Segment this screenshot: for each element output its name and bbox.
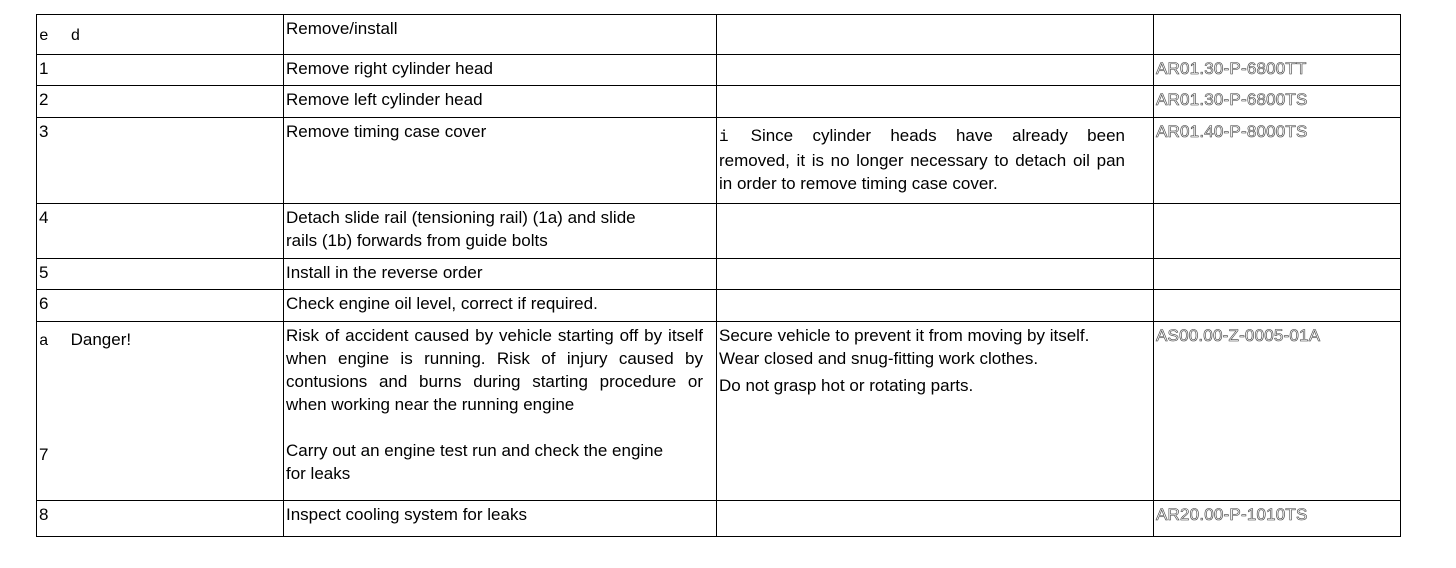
- table-row: [37, 55, 1401, 86]
- reference-code[interactable]: AS00.00-Z-0005-01A: [1156, 326, 1321, 345]
- danger-label: [39, 328, 280, 353]
- header-title-cell: [284, 15, 717, 55]
- empty-cell: [717, 501, 1154, 537]
- danger-measure: Do not grasp hot or rotating parts.: [719, 376, 974, 395]
- step-number: 4: [37, 204, 284, 259]
- step-number: 3: [37, 118, 284, 204]
- table-row: [37, 86, 1401, 118]
- step-text: Install in the reverse order: [284, 259, 717, 290]
- table-row: [37, 259, 1401, 290]
- info-icon: i: [719, 128, 729, 146]
- step-number: 7: [39, 445, 49, 464]
- empty-cell: [717, 86, 1154, 118]
- reference-link[interactable]: [1154, 118, 1401, 204]
- note-cell: [717, 118, 1154, 204]
- reference-code[interactable]: AR01.40-P-8000TS: [1156, 122, 1308, 141]
- empty-cell: [1154, 290, 1401, 322]
- procedure-table: [36, 14, 1401, 537]
- warning-icon: a: [39, 332, 49, 350]
- reference-code[interactable]: AR01.30-P-6800TS: [1156, 90, 1308, 109]
- empty-cell: [717, 290, 1154, 322]
- step-text: Remove right cylinder head: [284, 55, 717, 86]
- step-number: 5: [37, 259, 284, 290]
- reference-link[interactable]: [1154, 86, 1401, 118]
- header-cell: [37, 15, 284, 55]
- header-symbol-e: e: [39, 27, 49, 45]
- step-number: 8: [37, 501, 284, 537]
- reference-link[interactable]: [1154, 55, 1401, 86]
- reference-code[interactable]: AR01.30-P-6800TT: [1156, 59, 1307, 78]
- danger-measures-cell: [717, 322, 1154, 501]
- table-row: [37, 118, 1401, 204]
- empty-cell: [717, 55, 1154, 86]
- header-title: Remove/install: [286, 19, 398, 38]
- danger-risk-text: Risk of accident caused by vehicle starting off by itself when engine is running. Risk of injury caused by contusions and burns during starting procedure or when working near the running engine: [286, 326, 703, 414]
- empty-cell: [717, 15, 1154, 55]
- step-text: Carry out an engine test run and check the engine for leaks: [286, 441, 664, 483]
- info-note-text: Since cylinder heads have already been removed, it is no longer necessary to detach oil pan in order to remove timing case cover.: [719, 126, 1125, 193]
- table-row: [37, 204, 1401, 259]
- header-symbol-d: d: [70, 27, 81, 45]
- step-text: Detach slide rail (tensioning rail) (1a) and slide rails (1b) forwards from guide bolts: [284, 204, 717, 259]
- empty-cell: [717, 204, 1154, 259]
- step-text: Remove left cylinder head: [284, 86, 717, 118]
- step-number: 2: [37, 86, 284, 118]
- empty-cell: [1154, 204, 1401, 259]
- danger-risk-cell: [284, 322, 717, 501]
- step-number: 1: [37, 55, 284, 86]
- danger-measure: Wear closed and snug-fitting work clothes.: [719, 349, 1039, 368]
- danger-row: [37, 322, 1401, 501]
- table-row: [37, 290, 1401, 322]
- danger-label-cell: [37, 322, 284, 501]
- step-number: 6: [37, 290, 284, 322]
- table-row: [37, 501, 1401, 537]
- step-text: Remove timing case cover: [284, 118, 717, 204]
- danger-measure: Secure vehicle to prevent it from moving by itself.: [719, 326, 1090, 345]
- table-header-row: [37, 15, 1401, 55]
- reference-link[interactable]: [1154, 322, 1401, 501]
- reference-code[interactable]: AR20.00-P-1010TS: [1156, 505, 1308, 524]
- reference-link[interactable]: [1154, 501, 1401, 537]
- step-text: Check engine oil level, correct if required.: [284, 290, 717, 322]
- empty-cell: [1154, 15, 1401, 55]
- info-note: [719, 124, 1125, 195]
- danger-title: Danger!: [70, 330, 132, 349]
- empty-cell: [717, 259, 1154, 290]
- empty-cell: [1154, 259, 1401, 290]
- step-text: Inspect cooling system for leaks: [284, 501, 717, 537]
